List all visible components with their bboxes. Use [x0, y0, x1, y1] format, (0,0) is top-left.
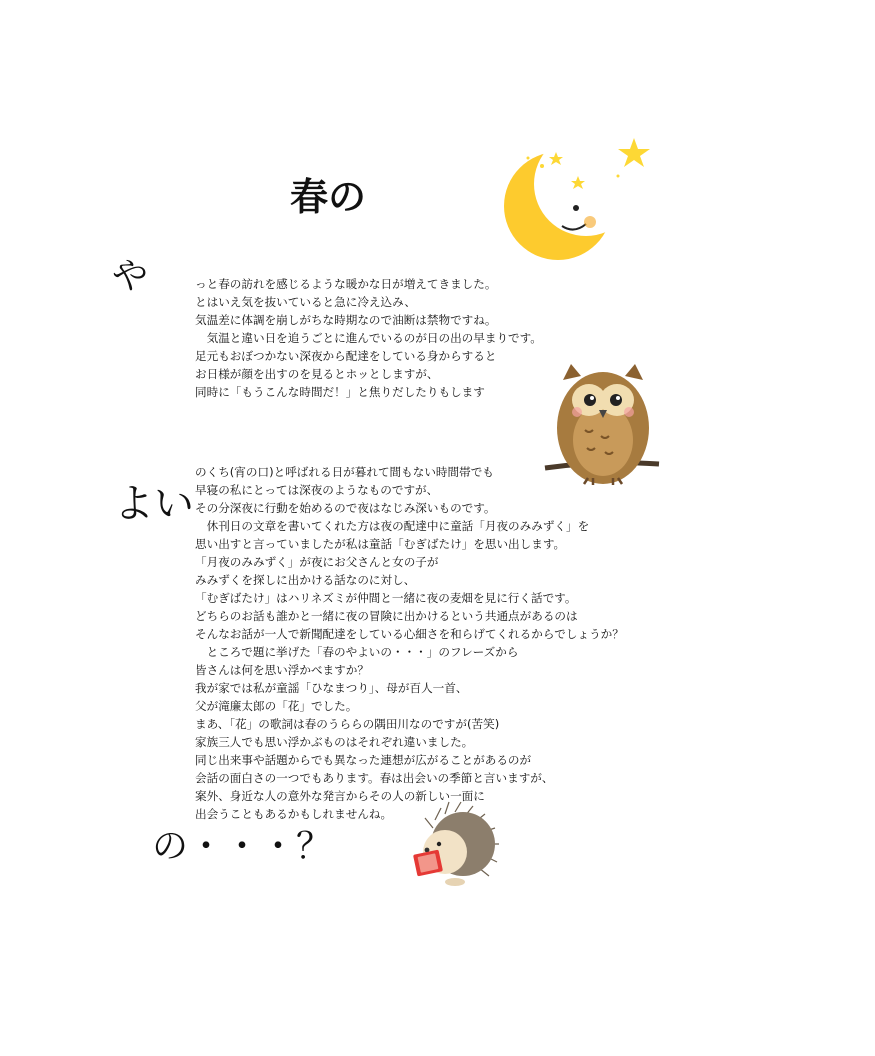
- owl-icon: [543, 360, 663, 490]
- text-line: 会話の面白さの一つでもあります。春は出会いの季節と言いますが、: [195, 771, 554, 785]
- text-line: 思い出すと言っていましたが私は童話「むぎばたけ」を思い出します。: [195, 537, 566, 551]
- text-line: その分深夜に行動を始めるので夜はなじみ深いものです。: [195, 501, 496, 515]
- text-line: 気温と違い日を追うごとに進んでいるのが日の出の早まりです。: [195, 331, 542, 345]
- text-line: 足元もおぼつかない深夜から配達をしている身からすると: [195, 349, 497, 363]
- text-line: ところで題に挙げた「春のやよいの・・・」のフレーズから: [195, 645, 519, 659]
- crescent-moon-icon: [498, 136, 658, 261]
- text-line: 我が家では私が童謡「ひなまつり」、母が百人一首、: [195, 681, 468, 695]
- text-line: のくち(宵の口)と呼ばれる日が暮れて間もない時間帯でも: [195, 465, 494, 479]
- text-line: 案外、身近な人の意外な発言からその人の新しい一面に: [195, 789, 485, 803]
- text-line: 皆さんは何を思い浮かべますか？: [195, 663, 369, 677]
- side-heading-ya: や: [112, 256, 149, 297]
- paragraph-2: [195, 463, 624, 823]
- page-title: 春の: [290, 175, 367, 219]
- text-line: みみずくを探しに出かける話なのに対し、: [195, 573, 416, 587]
- hedgehog-icon: [405, 800, 505, 890]
- paragraph-1: [195, 275, 542, 401]
- text-line: 同じ出来事や話題からでも異なった連想が広がることがあるのが: [195, 753, 532, 767]
- text-line: っと春の訪れを感じるような暖かな日が増えてきました。: [195, 277, 497, 291]
- text-line: とはいえ気を抜いていると急に冷え込み、: [195, 295, 416, 309]
- text-line: 早寝の私にとっては深夜のようなものですが、: [195, 483, 439, 497]
- side-heading-yoi: よい: [114, 481, 194, 527]
- text-line: 「月夜のみみずく」が夜にお父さんと女の子が: [195, 555, 439, 569]
- text-line: 家族三人でも思い浮かぶものはそれぞれ違いました。: [195, 735, 474, 749]
- text-line: 気温差に体調を崩しがちな時期なので油断は禁物ですね。: [195, 313, 497, 327]
- text-line: 出会うこともあるかもしれませんね。: [195, 807, 393, 821]
- text-line: そんなお話が一人で新聞配達をしている心細さを和らげてくれるからでしょうか？: [195, 627, 624, 641]
- text-line: 休刊日の文章を書いてくれた方は夜の配達中に童話「月夜のみみずく」を: [195, 519, 590, 533]
- text-line: お日様が顔を出すのを見るとホッとしますが、: [195, 367, 439, 381]
- text-line: 父が滝廉太郎の「花」でした。: [195, 699, 358, 713]
- text-line: 同時に「もうこんな時間だ！」と焦りだしたりもします: [195, 385, 485, 399]
- text-line: どちらのお話も誰かと一緒に夜の冒険に出かけるという共通点があるのは: [195, 609, 578, 623]
- text-line: まあ、「花」の歌詞は春のうららの隅田川なのですが(苦笑): [195, 717, 500, 731]
- text-line: 「むぎばたけ」はハリネズミが仲間と一緒に夜の麦畑を見に行く話です。: [195, 591, 577, 605]
- side-heading-no: の・・・？: [152, 826, 333, 867]
